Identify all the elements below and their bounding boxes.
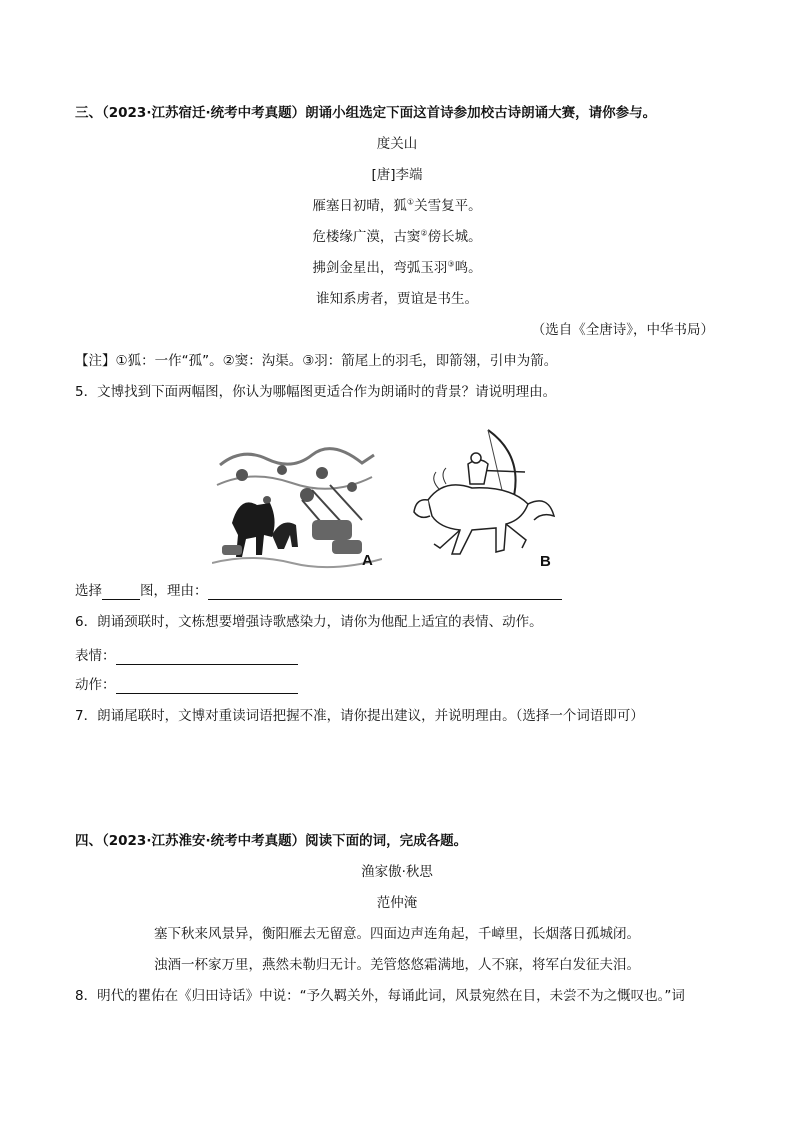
q5-reason-blank[interactable] bbox=[208, 585, 562, 600]
ci-line-1: 塞下秋来风景异，衡阳雁去无留意。四面边声连角起，千嶂里，长烟落日孤城闭。 bbox=[154, 926, 640, 942]
q6-expression-line: 表情： bbox=[75, 647, 298, 665]
q6-expression-blank[interactable] bbox=[116, 650, 298, 665]
poem-author: [唐]李端 bbox=[371, 167, 423, 183]
section-3-heading: 三、（2023·江苏宿迁·统考中考真题）朗诵小组选定下面这首诗参加校古诗朗诵大赛，请你参与。 bbox=[75, 105, 657, 121]
poem-source: （选自《全唐诗》，中华书局） bbox=[531, 322, 714, 338]
question-8: 8．明代的瞿佑在《归田诗话》中说：“予久羁关外，每诵此词，风景宛然在目，未尝不为之慨叹也。”词 bbox=[75, 988, 685, 1004]
question-7: 7．朗诵尾联时，文博对重读词语把握不准，请你提出建议，并说明理由。（选择一个词语即可） bbox=[75, 708, 644, 724]
ci-line-2: 浊酒一杯家万里，燕然未勒归无计。羌管悠悠霜满地，人不寐，将军白发征夫泪。 bbox=[154, 957, 640, 973]
question-5: 5．文博找到下面两幅图，你认为哪幅图更适合作为朗诵时的背景？请说明理由。 bbox=[75, 384, 557, 400]
poem-line-3: 拂剑金星出，弯弧玉羽③鸣。 bbox=[312, 259, 482, 276]
poem-line-1: 雁塞日初晴，狐①关雪复平。 bbox=[312, 197, 482, 214]
q5-choice-blank[interactable] bbox=[102, 585, 140, 600]
annotation: 【注】①狐：一作“孤”。②窦：沟渠。③羽：箭尾上的羽毛，即箭翎，引申为箭。 bbox=[75, 353, 558, 369]
poem-title: 度关山 bbox=[376, 136, 418, 152]
ci-title: 渔家傲·秋思 bbox=[361, 864, 433, 880]
archer-horse-image-b bbox=[410, 420, 558, 575]
section-4-heading: 四、（2023·江苏淮安·统考中考真题）阅读下面的词，完成各题。 bbox=[75, 833, 468, 849]
image-a-label: A bbox=[362, 552, 373, 569]
question-6: 6．朗诵颈联时，文栋想要增强诗歌感染力，请你为他配上适宜的表情、动作。 bbox=[75, 614, 543, 630]
ci-author: 范仲淹 bbox=[376, 895, 418, 911]
q5-answer-line: 选择 图，理由： bbox=[75, 582, 562, 600]
q6-action-blank[interactable] bbox=[116, 679, 298, 694]
battle-scene-image-a bbox=[212, 425, 382, 573]
q6-action-line: 动作： bbox=[75, 676, 298, 694]
poem-line-4: 谁知系虏者，贾谊是书生。 bbox=[316, 291, 478, 307]
image-b-label: B bbox=[540, 553, 551, 570]
poem-line-2: 危楼缘广漠，古窦②傍长城。 bbox=[312, 228, 482, 245]
